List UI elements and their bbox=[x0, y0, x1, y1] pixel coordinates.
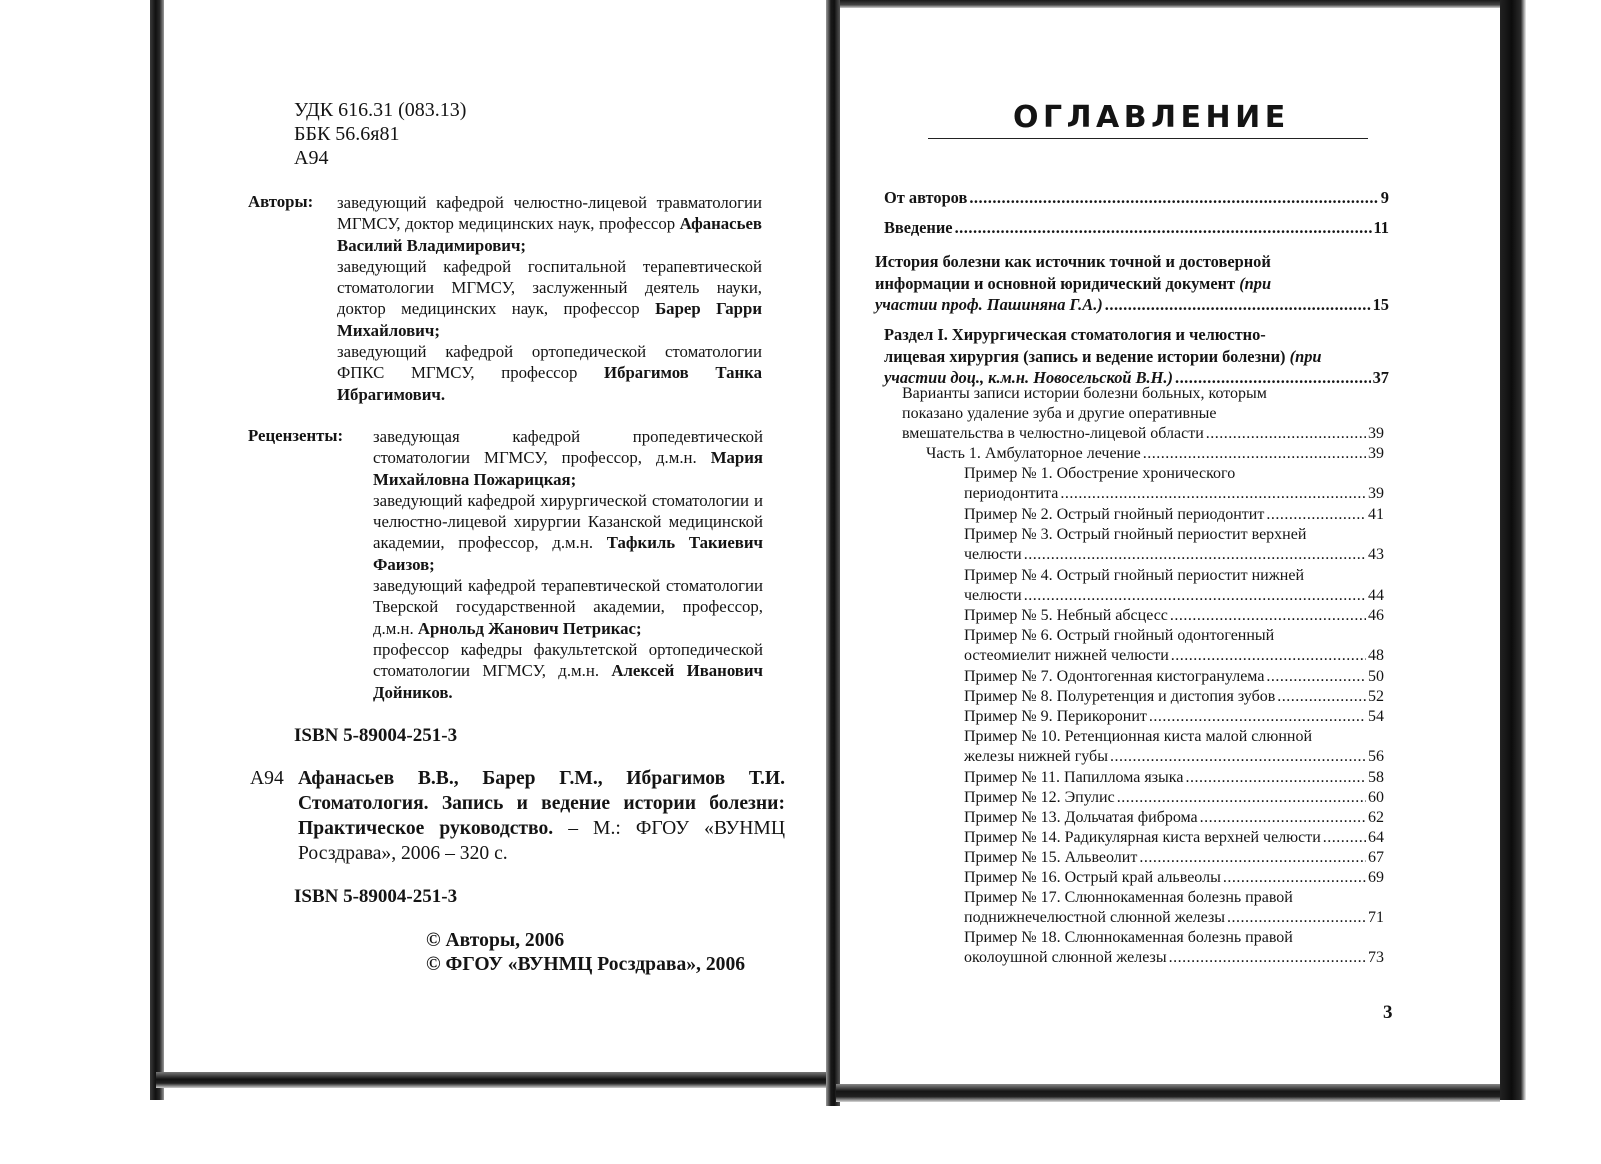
reviewer-name: Арнольд Жанович Петрикас; bbox=[417, 618, 642, 638]
reviewer-entry: профессор кафедры факультетской ортопедической стоматологии МГМСУ, д.м.н. Алексей Иванович Дойников. bbox=[373, 639, 764, 702]
toc-page-number: 48 bbox=[1368, 647, 1384, 665]
toc-entry-italic: (при bbox=[1239, 273, 1272, 293]
toc-entry-title: Варианты записи истории болезни больных, которым bbox=[902, 385, 1267, 402]
toc-page-number: 60 bbox=[1368, 789, 1384, 806]
toc-entry-title: Раздел I. Хирургическая стоматология и челюстно- bbox=[884, 325, 1266, 344]
title-underline bbox=[928, 138, 1368, 139]
toc-page-number: 73 bbox=[1368, 949, 1384, 967]
toc-title: ОГЛАВЛЕНИЕ bbox=[1013, 100, 1290, 135]
book-edge-bottom-right bbox=[836, 1084, 1500, 1102]
toc-leader-dots bbox=[1139, 848, 1366, 868]
author-entry: заведующий кафедрой госпитальной терапевтической стоматологии МГМСУ, заслуженный деятель науки, доктор медицинских наук, профессор Барер Гарри Михайлович; bbox=[337, 256, 762, 340]
author-name: Барер Гарри Михайлович; bbox=[337, 299, 762, 340]
toc-entry bbox=[964, 606, 1384, 626]
toc-entry bbox=[964, 808, 1384, 828]
toc-leader-dots bbox=[1266, 505, 1366, 525]
toc-leader-dots bbox=[1149, 707, 1366, 727]
toc-leader-dots bbox=[1171, 646, 1366, 666]
author-mark: А94 bbox=[294, 147, 329, 169]
toc-page-number: 69 bbox=[1368, 869, 1384, 886]
copyright-publisher: © ФГОУ «ВУНМЦ Росздрава», 2006 bbox=[426, 954, 746, 975]
toc-page-number: 15 bbox=[1372, 295, 1389, 314]
isbn-repeat: ISBN 5-89004-251-3 bbox=[294, 886, 458, 907]
toc-leader-dots bbox=[1206, 424, 1366, 444]
toc-page-number: 50 bbox=[1368, 668, 1384, 685]
toc-entry-title: Пример № 16. Острый край альвеолы bbox=[964, 869, 1221, 886]
toc-page-number: 41 bbox=[1368, 506, 1384, 523]
toc-entry-title: челюсти bbox=[964, 587, 1022, 605]
page-number: 3 bbox=[1383, 1002, 1393, 1023]
toc-leader-dots bbox=[1266, 667, 1366, 687]
left-page bbox=[164, 0, 826, 1072]
toc-entry-title: информации и основной юридический документ bbox=[875, 273, 1240, 293]
toc-entry-title: От авторов bbox=[884, 188, 968, 207]
toc-leader-dots bbox=[1277, 687, 1366, 707]
toc-page-number: 62 bbox=[1368, 809, 1384, 826]
toc-entry bbox=[964, 626, 1384, 666]
book-edge-right bbox=[1500, 0, 1526, 1100]
authors-list bbox=[337, 192, 762, 405]
toc-page-number: 43 bbox=[1368, 546, 1384, 564]
author-name: Ибрагимов Танка Ибрагимович. bbox=[337, 363, 762, 404]
toc-page-number: 39 bbox=[1368, 445, 1384, 462]
toc-entry-italic: (при bbox=[1289, 346, 1322, 366]
reviewer-entry: заведующий кафедрой терапевтической стоматологии Тверской государственной академии, профессор, д.м.н. Арнольд Жанович Петрикас; bbox=[373, 576, 763, 638]
toc-entry-title: Пример № 5. Небный абсцесс bbox=[964, 607, 1168, 624]
toc-leader-dots bbox=[1169, 948, 1366, 968]
toc-entry bbox=[964, 848, 1384, 868]
toc-page-number: 37 bbox=[1372, 368, 1389, 387]
reviewer-name: Мария Михайловна Пожарицкая; bbox=[373, 448, 763, 489]
toc-entry bbox=[964, 928, 1384, 968]
toc-entry bbox=[964, 505, 1384, 525]
toc-page-number: 39 bbox=[1368, 425, 1384, 443]
toc-entry-title: околоушной слюнной железы bbox=[964, 949, 1167, 967]
toc-page-number: 54 bbox=[1368, 708, 1384, 725]
toc-entry-title: Часть 1. Амбулаторное лечение bbox=[926, 445, 1141, 462]
toc-leader-dots bbox=[1170, 606, 1366, 626]
toc-page-number: 64 bbox=[1368, 829, 1384, 846]
toc-entry-title: Пример № 18. Слюннокаменная болезнь правой bbox=[964, 929, 1293, 946]
book-edge-left bbox=[150, 0, 164, 1100]
toc-entry-title: История болезни как источник точной и достоверной bbox=[875, 252, 1271, 271]
toc-entry-title: Пример № 3. Острый гнойный периостит верхней bbox=[964, 526, 1307, 543]
toc-entry bbox=[884, 218, 1389, 238]
toc-page-number: 56 bbox=[1368, 748, 1384, 766]
toc-page-number: 58 bbox=[1368, 769, 1384, 786]
toc-leader-dots bbox=[1323, 828, 1366, 848]
toc-leader-dots bbox=[1227, 908, 1366, 928]
udk-code: УДК 616.31 (083.13) bbox=[294, 99, 467, 121]
toc-page-number: 52 bbox=[1368, 688, 1384, 705]
toc-entry bbox=[964, 788, 1384, 808]
toc-entry bbox=[964, 566, 1384, 606]
toc-entry-title: Пример № 12. Эпулис bbox=[964, 789, 1115, 806]
toc-leader-dots bbox=[1200, 808, 1366, 828]
toc-page-number: 44 bbox=[1368, 587, 1384, 605]
toc-entry-title: Пример № 9. Перикоронит bbox=[964, 708, 1147, 725]
toc-entry bbox=[964, 464, 1384, 504]
toc-leader-dots bbox=[1117, 788, 1366, 808]
toc-leader-dots bbox=[1110, 747, 1366, 767]
toc-leader-dots bbox=[1060, 484, 1366, 504]
toc-page-number: 9 bbox=[1380, 188, 1389, 207]
toc-entry-title: участии проф. Пашиняна Г.А.) bbox=[875, 295, 1103, 314]
toc-entry-title: Пример № 10. Ретенционная киста малой слюнной bbox=[964, 728, 1313, 745]
toc-entry bbox=[964, 828, 1384, 848]
book-edge-top bbox=[840, 0, 1500, 8]
author-entry: заведующий кафедрой ортопедической стоматологии ФПКС МГМСУ, профессор Ибрагимов Танка Ибрагимович. bbox=[337, 342, 762, 404]
isbn: ISBN 5-89004-251-3 bbox=[294, 725, 458, 746]
toc-page-number: 71 bbox=[1368, 909, 1384, 927]
reviewer-name: Алексей Иванович Дойников. bbox=[373, 661, 764, 702]
toc-entry-title: Пример № 6. Острый гнойный одонтогенный bbox=[964, 627, 1275, 644]
toc-leader-dots bbox=[1024, 586, 1366, 606]
biblio-text: Афанасьев В.В., Барер Г.М., Ибрагимов Т.И. Стоматология. Запись и ведение истории болезни: Практическое руководство. – М.: ФГОУ «ВУНМЦ Росздрава», 2006 – 320 с. bbox=[298, 768, 785, 864]
toc-leader-dots bbox=[1143, 444, 1366, 464]
reviewers-label: Рецензенты: bbox=[248, 426, 344, 445]
toc-entry-title: Пример № 4. Острый гнойный периостит нижней bbox=[964, 567, 1305, 584]
toc-page-number: 67 bbox=[1368, 849, 1384, 866]
toc-entry-title: Пример № 15. Альвеолит bbox=[964, 849, 1138, 866]
toc-entry-title: Пример № 11. Папиллома языка bbox=[964, 769, 1184, 786]
toc-entry bbox=[964, 888, 1384, 928]
author-name: Афанасьев Василий Владимирович; bbox=[337, 214, 762, 255]
toc-entry bbox=[964, 525, 1384, 565]
reviewers-list bbox=[373, 426, 763, 703]
copyright-authors: © Авторы, 2006 bbox=[426, 930, 565, 951]
toc-entry bbox=[902, 384, 1384, 445]
book-gutter bbox=[826, 0, 840, 1106]
toc-entry-title: участии доц., к.м.н. Новосельской В.Н.) bbox=[884, 368, 1173, 387]
toc-entry-title: Пример № 7. Одонтогенная кистогранулема bbox=[964, 668, 1265, 685]
bbk-code: ББК 56.6я81 bbox=[294, 123, 400, 145]
toc-entry bbox=[884, 188, 1389, 208]
reviewer-entry: заведующий кафедрой хирургической стоматологии и челюстно-лицевой хирургии Казанской медицинской академии, профессор, д.м.н. Тафкиль Такиевич Фаизов; bbox=[373, 490, 763, 574]
classification-codes bbox=[294, 98, 466, 170]
toc-entry-title: Пример № 17. Слюннокаменная болезнь правой bbox=[964, 889, 1293, 906]
toc-entry-title: вмешательства в челюстно-лицевой области bbox=[902, 425, 1204, 443]
bibliographic-record bbox=[250, 766, 785, 866]
toc-entry-title: железы нижней губы bbox=[964, 748, 1108, 766]
toc-entry-title: Пример № 8. Полуретенция и дистопия зубов bbox=[964, 688, 1276, 705]
toc-entry-title: челюсти bbox=[964, 546, 1022, 564]
toc-entry-title: Пример № 13. Дольчатая фиброма bbox=[964, 809, 1198, 826]
author-entry: заведующий кафедрой челюстно-лицевой травматологии МГМСУ, доктор медицинских наук, профессор Афанасьев Василий Владимирович; bbox=[337, 193, 762, 255]
biblio-code: А94 bbox=[250, 768, 284, 789]
reviewer-name: Тафкиль Такиевич Фаизов; bbox=[373, 533, 763, 574]
toc-entry bbox=[884, 324, 1389, 389]
toc-entry bbox=[964, 707, 1384, 727]
toc-entry-title: лицевая хирургия (запись и ведение истории болезни) bbox=[884, 346, 1290, 366]
toc-entry bbox=[964, 768, 1384, 788]
toc-entry bbox=[964, 868, 1384, 888]
toc-entry bbox=[964, 727, 1384, 767]
toc-entry bbox=[964, 687, 1384, 707]
toc-entry-title: Пример № 1. Обострение хронического bbox=[964, 465, 1236, 482]
toc-entry bbox=[926, 444, 1384, 464]
toc-entry-title: периодонтита bbox=[964, 485, 1059, 503]
toc-page-number: 46 bbox=[1368, 607, 1384, 624]
toc-leader-dots bbox=[1024, 545, 1366, 565]
toc-leader-dots bbox=[969, 188, 1378, 208]
toc-leader-dots bbox=[1223, 868, 1366, 888]
toc-page-number: 39 bbox=[1368, 485, 1384, 503]
toc-entry-title: Пример № 2. Острый гнойный периодонтит bbox=[964, 506, 1265, 523]
book-edge-bottom-left bbox=[156, 1072, 832, 1088]
toc-entry bbox=[875, 251, 1389, 316]
toc-entry-title: Пример № 14. Радикулярная киста верхней челюсти bbox=[964, 829, 1321, 846]
toc-entry bbox=[964, 667, 1384, 687]
toc-entry-title: показано удаление зуба и другие оперативные bbox=[902, 405, 1217, 423]
toc-leader-dots bbox=[1185, 768, 1366, 788]
authors-label: Авторы: bbox=[248, 192, 314, 211]
toc-entry-title: Введение bbox=[884, 218, 953, 237]
toc-leader-dots bbox=[1105, 294, 1371, 316]
reviewer-entry: заведующая кафедрой пропедевтической стоматологии МГМСУ, профессор, д.м.н. Мария Михайловна Пожарицкая; bbox=[373, 427, 763, 489]
toc-page-number: 11 bbox=[1373, 218, 1389, 237]
toc-entry-title: поднижнечелюстной слюнной железы bbox=[964, 909, 1226, 927]
right-page bbox=[840, 8, 1500, 1084]
toc-leader-dots bbox=[955, 218, 1372, 238]
toc-entry-title: остеомиелит нижней челюсти bbox=[964, 647, 1169, 665]
